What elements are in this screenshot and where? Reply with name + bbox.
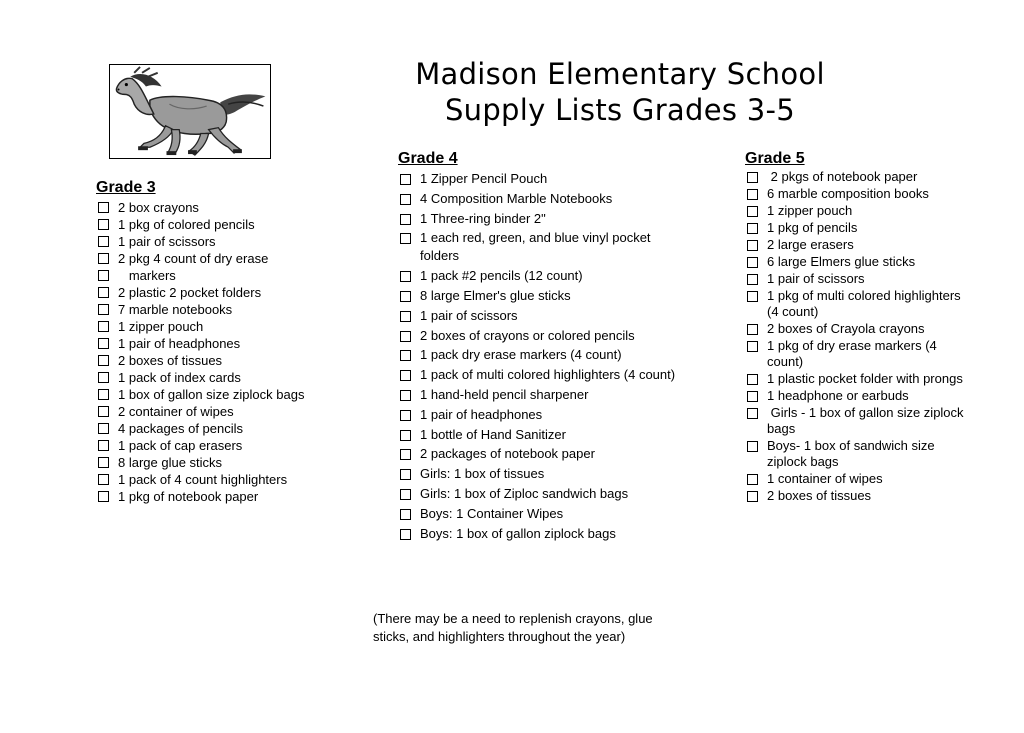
supply-item bbox=[745, 388, 965, 404]
supply-item bbox=[745, 220, 965, 236]
checkbox[interactable] bbox=[98, 372, 109, 383]
supply-item-label: 1 pair of scissors bbox=[767, 271, 865, 286]
supply-item-label: 2 pkg 4 count of dry erase bbox=[118, 251, 269, 266]
supply-item-label: 2 boxes of tissues bbox=[767, 488, 872, 503]
checkbox[interactable] bbox=[747, 474, 758, 485]
supply-item bbox=[96, 420, 366, 437]
supply-item-label: 1 each red, green, and blue vinyl pocket folders bbox=[420, 230, 655, 264]
supply-item bbox=[96, 301, 366, 318]
supply-item-label: 1 headphone or earbuds bbox=[767, 388, 909, 403]
supply-item bbox=[398, 406, 688, 424]
supply-item-label: 1 pair of scissors bbox=[420, 307, 518, 323]
checkbox[interactable] bbox=[98, 270, 109, 281]
checkbox[interactable] bbox=[400, 174, 411, 185]
supply-item bbox=[398, 426, 688, 444]
checkbox[interactable] bbox=[747, 189, 758, 200]
supply-item bbox=[745, 371, 965, 387]
supply-item-label: Girls - 1 box of gallon size ziplock bags bbox=[767, 405, 968, 436]
supply-item bbox=[96, 284, 366, 301]
checkbox[interactable] bbox=[747, 257, 758, 268]
supply-item bbox=[398, 170, 688, 188]
checkbox[interactable] bbox=[400, 449, 411, 460]
supply-item bbox=[96, 216, 366, 233]
supply-item-label: 1 pair of headphones bbox=[420, 406, 543, 422]
checkbox[interactable] bbox=[747, 223, 758, 234]
supply-item-label: 1 Three-ring binder 2" bbox=[420, 210, 546, 226]
checkbox[interactable] bbox=[400, 390, 411, 401]
supply-item bbox=[745, 271, 965, 287]
grade-5-list bbox=[745, 169, 968, 504]
supply-item-label: 2 box crayons bbox=[118, 200, 199, 215]
supply-item bbox=[398, 287, 688, 305]
grade-3-column bbox=[96, 179, 366, 505]
supply-item bbox=[745, 169, 965, 185]
checkbox[interactable] bbox=[400, 489, 411, 500]
checkbox[interactable] bbox=[98, 406, 109, 417]
checkbox[interactable] bbox=[98, 389, 109, 400]
supply-item bbox=[745, 321, 965, 337]
supply-item-label: 1 plastic pocket folder with prongs bbox=[767, 371, 963, 386]
supply-item-label: 6 large Elmers glue sticks bbox=[767, 254, 916, 269]
supply-item-label: 2 pkgs of notebook paper bbox=[767, 169, 918, 184]
checkbox[interactable] bbox=[98, 338, 109, 349]
checkbox[interactable] bbox=[98, 440, 109, 451]
supply-item-label: 2 plastic 2 pocket folders bbox=[118, 285, 262, 300]
supply-item bbox=[745, 338, 965, 370]
supply-item-label: 1 pkg of multi colored highlighters (4 count) bbox=[767, 288, 965, 319]
supply-item bbox=[96, 488, 366, 505]
supply-item bbox=[745, 237, 965, 253]
supply-item-label: 1 zipper pouch bbox=[118, 319, 204, 334]
checkbox[interactable] bbox=[98, 355, 109, 366]
supply-item-label: 2 boxes of tissues bbox=[118, 353, 223, 368]
supply-item-label: Boys: 1 box of gallon ziplock bags bbox=[420, 525, 616, 541]
supply-item bbox=[745, 405, 968, 437]
supply-item bbox=[398, 307, 688, 325]
checkbox[interactable] bbox=[747, 341, 758, 352]
supply-item-label: 2 packages of notebook paper bbox=[420, 446, 595, 462]
checkbox[interactable] bbox=[98, 321, 109, 332]
supply-item-label: 7 marble notebooks bbox=[118, 302, 233, 317]
supply-item-label: Boys: 1 Container Wipes bbox=[420, 505, 564, 521]
supply-item bbox=[398, 445, 688, 463]
supply-item-label: 1 bottle of Hand Sanitizer bbox=[420, 426, 566, 442]
supply-item bbox=[745, 254, 965, 270]
supply-item-label: 1 pack of 4 count highlighters bbox=[118, 472, 288, 487]
checkbox[interactable] bbox=[747, 374, 758, 385]
checkbox[interactable] bbox=[98, 423, 109, 434]
checkbox[interactable] bbox=[400, 410, 411, 421]
grade-4-list bbox=[398, 170, 688, 543]
grade-5-heading: Grade 5 bbox=[745, 150, 805, 167]
checkbox[interactable] bbox=[98, 287, 109, 298]
supply-item bbox=[96, 335, 366, 352]
checkbox[interactable] bbox=[98, 219, 109, 230]
supply-item-label: 6 marble composition books bbox=[767, 186, 929, 201]
checkbox[interactable] bbox=[98, 457, 109, 468]
supply-item-label: 1 pack of multi colored highlighters (4 count) bbox=[420, 367, 676, 383]
supply-item-label: 4 packages of pencils bbox=[118, 421, 244, 436]
checkbox[interactable] bbox=[400, 194, 411, 205]
grade-4-heading: Grade 4 bbox=[398, 150, 458, 167]
checkbox[interactable] bbox=[400, 271, 411, 282]
supply-item bbox=[398, 210, 688, 228]
supply-item-label: 4 Composition Marble Notebooks bbox=[420, 190, 613, 206]
checkbox[interactable] bbox=[747, 240, 758, 251]
supply-item bbox=[96, 471, 366, 488]
supply-item-label: 2 container of wipes bbox=[118, 404, 234, 419]
page-title: Madison Elementary School bbox=[415, 57, 825, 91]
supply-item bbox=[96, 386, 366, 403]
supply-item bbox=[398, 327, 688, 345]
supply-item-label: 1 pack of cap erasers bbox=[118, 438, 243, 453]
checkbox[interactable] bbox=[400, 233, 411, 244]
supply-item bbox=[96, 369, 366, 386]
supply-item bbox=[96, 199, 366, 216]
supply-item bbox=[745, 203, 965, 219]
checkbox[interactable] bbox=[400, 509, 411, 520]
supply-item-label: Boys- 1 box of sandwich size ziplock bags bbox=[767, 438, 939, 469]
supply-item bbox=[96, 233, 366, 250]
supply-item bbox=[398, 505, 688, 523]
supply-item-label: 1 box of gallon size ziplock bags bbox=[118, 387, 305, 402]
supply-item bbox=[398, 267, 688, 285]
checkbox[interactable] bbox=[400, 529, 411, 540]
checkbox[interactable] bbox=[747, 408, 758, 419]
checkbox[interactable] bbox=[400, 291, 411, 302]
page-subtitle: Supply Lists Grades 3-5 bbox=[444, 93, 796, 127]
supply-item bbox=[398, 366, 688, 384]
checkbox[interactable] bbox=[400, 350, 411, 361]
checkbox[interactable] bbox=[747, 391, 758, 402]
supply-item-label: 2 large erasers bbox=[767, 237, 854, 252]
checkbox[interactable] bbox=[98, 202, 109, 213]
supply-item bbox=[398, 346, 688, 364]
supply-item-label: Girls: 1 box of Ziploc sandwich bags bbox=[420, 485, 629, 501]
supply-item bbox=[745, 186, 965, 202]
supply-item-label: 1 pkg of colored pencils bbox=[118, 217, 255, 232]
supply-item bbox=[398, 485, 688, 503]
checkbox[interactable] bbox=[747, 206, 758, 217]
supply-item bbox=[398, 525, 688, 543]
checkbox[interactable] bbox=[400, 430, 411, 441]
checkbox[interactable] bbox=[400, 331, 411, 342]
supply-item-label: 1 hand-held pencil sharpener bbox=[420, 386, 589, 402]
supply-item bbox=[96, 267, 366, 284]
replenish-note: (There may be a need to replenish crayons, glue sticks, and highlighters throughout the year) bbox=[373, 611, 653, 644]
checkbox[interactable] bbox=[400, 311, 411, 322]
supply-item bbox=[745, 288, 965, 320]
supply-item-label: 1 pack of index cards bbox=[118, 370, 241, 385]
supply-item bbox=[745, 488, 965, 504]
supply-item-label: 8 large Elmer's glue sticks bbox=[420, 287, 571, 303]
supply-item bbox=[96, 250, 366, 267]
grade-3-list bbox=[96, 199, 366, 505]
checkbox[interactable] bbox=[400, 469, 411, 480]
supply-item-label: 1 pack dry erase markers (4 count) bbox=[420, 347, 622, 363]
checkbox[interactable] bbox=[400, 214, 411, 225]
checkbox[interactable] bbox=[747, 291, 758, 302]
supply-item bbox=[398, 190, 688, 208]
checkbox[interactable] bbox=[98, 253, 109, 264]
supply-item bbox=[96, 403, 366, 420]
supply-item-label: 1 pkg of notebook paper bbox=[118, 489, 259, 504]
supply-item-label: 1 pair of scissors bbox=[118, 234, 216, 249]
supply-item-label: Girls: 1 box of tissues bbox=[420, 466, 545, 482]
supply-item-label: 1 pkg of dry erase markers (4 count) bbox=[767, 338, 941, 369]
supply-item-label: 1 pair of headphones bbox=[118, 336, 241, 351]
checkbox[interactable] bbox=[98, 474, 109, 485]
supply-item bbox=[745, 438, 965, 470]
supply-item-label: 1 zipper pouch bbox=[767, 203, 853, 218]
supply-item-label: 1 Zipper Pencil Pouch bbox=[420, 171, 548, 186]
checkbox[interactable] bbox=[400, 370, 411, 381]
supply-item bbox=[96, 352, 366, 369]
grade-5-column bbox=[745, 150, 968, 505]
school-logo bbox=[109, 64, 271, 159]
checkbox[interactable] bbox=[98, 491, 109, 502]
mustang-horse-icon bbox=[110, 65, 270, 158]
supply-item bbox=[96, 437, 366, 454]
supply-item bbox=[398, 386, 688, 404]
grade-4-column bbox=[398, 150, 688, 544]
checkbox[interactable] bbox=[98, 236, 109, 247]
supply-item bbox=[398, 465, 688, 483]
supply-item-label: 1 pack #2 pencils (12 count) bbox=[420, 268, 583, 284]
checkbox[interactable] bbox=[747, 324, 758, 335]
checkbox[interactable] bbox=[747, 491, 758, 502]
checkbox[interactable] bbox=[747, 441, 758, 452]
supply-item-label: 1 pkg of pencils bbox=[767, 220, 858, 235]
supply-item bbox=[96, 454, 366, 471]
supply-item bbox=[96, 318, 366, 335]
supply-item-label: 2 boxes of crayons or colored pencils bbox=[420, 327, 635, 343]
checkbox[interactable] bbox=[747, 274, 758, 285]
checkbox[interactable] bbox=[98, 304, 109, 315]
supply-item-label: markers bbox=[118, 268, 176, 283]
supply-item-label: 8 large glue sticks bbox=[118, 455, 223, 470]
supply-item bbox=[398, 229, 688, 265]
checkbox[interactable] bbox=[747, 172, 758, 183]
supply-item-label: 1 container of wipes bbox=[767, 471, 883, 486]
supply-item-label: 2 boxes of Crayola crayons bbox=[767, 321, 925, 336]
grade-3-heading: Grade 3 bbox=[96, 179, 156, 196]
supply-item bbox=[745, 471, 965, 487]
